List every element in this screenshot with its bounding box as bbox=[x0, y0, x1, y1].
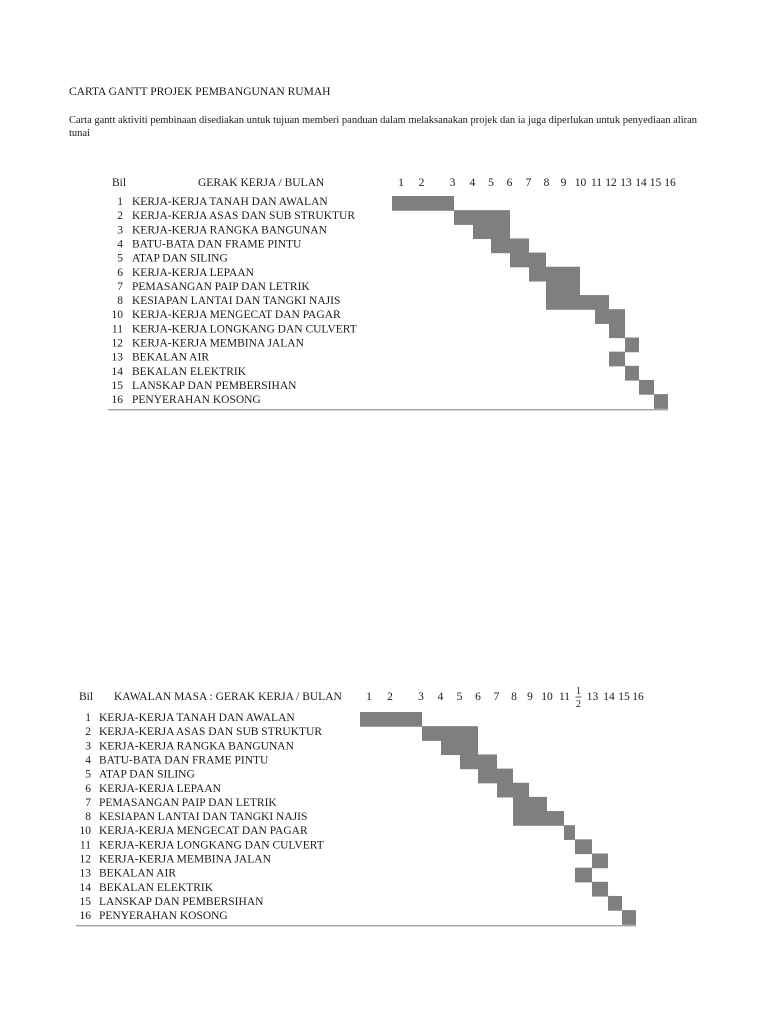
gantt2-activity-bar bbox=[592, 882, 608, 897]
gantt2-activity-bar bbox=[592, 854, 608, 869]
gantt2-month-label: 6 bbox=[475, 691, 481, 703]
gantt1-row-activity: ATAP DAN SILING bbox=[132, 252, 228, 265]
gantt2-row-bil: 14 bbox=[79, 881, 91, 894]
gantt2-month-label: 4 bbox=[437, 691, 444, 703]
gantt2-row-activity: BATU-BATA DAN FRAME PINTU bbox=[99, 754, 269, 767]
gantt1-activity-bar bbox=[625, 366, 639, 381]
gantt2-activity-bar bbox=[360, 712, 422, 727]
gantt2-month-label: 13 bbox=[586, 691, 599, 703]
gantt2-month-label: 16 bbox=[632, 691, 644, 703]
gantt1-activity-bar bbox=[654, 394, 668, 409]
gantt2-month-label: 9 bbox=[527, 691, 533, 703]
gantt2-activity-bar bbox=[564, 825, 575, 840]
gantt1-activity-bar bbox=[529, 267, 580, 282]
document-title: CARTA GANTT PROJEK PEMBANGUNAN RUMAH bbox=[69, 86, 331, 98]
gantt2-month-label-denominator: 2 bbox=[576, 699, 581, 710]
gantt1-month-label: 12 bbox=[605, 177, 617, 189]
gantt1-row-bil: 5 bbox=[117, 252, 123, 265]
gantt1-month-label: 1 bbox=[398, 177, 404, 189]
gantt2-month-label: 3 bbox=[418, 691, 424, 703]
gantt1-activity-bar bbox=[609, 323, 625, 338]
gantt2-row-bil: 15 bbox=[79, 895, 91, 908]
gantt2-row-bil: 11 bbox=[79, 839, 91, 852]
gantt2-activity-bar bbox=[608, 896, 622, 911]
gantt1-month-label: 7 bbox=[525, 177, 532, 189]
gantt1-month-label: 5 bbox=[488, 177, 494, 189]
gantt2-row-bil: 2 bbox=[85, 726, 91, 739]
gantt2-row-bil: 13 bbox=[79, 867, 91, 880]
gantt1-row-bil: 7 bbox=[117, 280, 123, 293]
gantt2-row-bil: 8 bbox=[85, 811, 91, 824]
gantt2-month-label: 7 bbox=[493, 691, 500, 703]
gantt1-month-label: 3 bbox=[449, 177, 456, 189]
gantt1-activity-bar bbox=[609, 352, 625, 367]
gantt2-month-label: 15 bbox=[618, 691, 630, 703]
gantt2-activity-bar bbox=[497, 783, 529, 798]
gantt1-activity-bar bbox=[454, 210, 510, 225]
gantt1-row-bil: 14 bbox=[111, 365, 123, 378]
gantt2-month-label-numerator: 1 bbox=[576, 686, 581, 697]
gantt1-month-label: 8 bbox=[543, 177, 550, 189]
gantt1-row-activity: BEKALAN ELEKTRIK bbox=[132, 365, 247, 378]
gantt1-row-bil: 3 bbox=[117, 224, 123, 237]
gantt1-month-label: 11 bbox=[590, 177, 603, 189]
gantt2-month-label: 10 bbox=[541, 691, 553, 703]
gantt2-activity-bar bbox=[513, 811, 564, 826]
gantt2-header-activity: KAWALAN MASA : GERAK KERJA / BULAN bbox=[114, 691, 342, 703]
gantt2-month-label: 2 bbox=[387, 691, 393, 703]
gantt1-row-activity: KESIAPAN LANTAI DAN TANGKI NAJIS bbox=[132, 295, 341, 308]
gantt2-row-bil: 12 bbox=[79, 853, 91, 866]
gantt2-row-bil: 6 bbox=[85, 782, 91, 795]
gantt2-row-bil: 4 bbox=[85, 754, 91, 767]
gantt1-activity-bar bbox=[639, 380, 654, 395]
gantt1-row-bil: 15 bbox=[111, 379, 123, 392]
gantt2-row-activity: KERJA-KERJA ASAS DAN SUB STRUKTUR bbox=[99, 726, 323, 739]
intro-paragraph: Carta gantt aktiviti pembinaan disediakan untuk tujuan memberi panduan dalam melaksanakan projek dan ia juga diperlukan untuk penyediaan aliran tunai bbox=[69, 115, 698, 139]
gantt2-activity-bar bbox=[513, 797, 547, 812]
gantt1-row-activity: BATU-BATA DAN FRAME PINTU bbox=[132, 238, 302, 251]
gantt1-header-activity: GERAK KERJA / BULAN bbox=[198, 177, 325, 189]
gantt2-header-bil: Bil bbox=[79, 691, 94, 703]
gantt1-month-label: 10 bbox=[574, 177, 587, 189]
gantt2-row-bil: 5 bbox=[85, 768, 91, 781]
gantt1-month-label: 15 bbox=[649, 177, 662, 189]
gantt1-row-bil: 6 bbox=[117, 266, 123, 279]
gantt1-row-bil: 1 bbox=[117, 196, 123, 208]
gantt2-row-bil: 16 bbox=[79, 910, 91, 923]
gantt1-activity-bar bbox=[510, 253, 546, 268]
gantt1-month-label: 4 bbox=[469, 177, 476, 189]
gantt2-month-label: 14 bbox=[603, 691, 615, 703]
gantt1-row-bil: 2 bbox=[117, 210, 123, 223]
gantt1-row-activity: PEMASANGAN PAIP DAN LETRIK bbox=[132, 280, 310, 293]
gantt1-row-activity: KERJA-KERJA MENGECAT DAN PAGAR bbox=[132, 309, 341, 322]
gantt1-row-bil: 4 bbox=[117, 238, 123, 251]
gantt2-row-activity: KERJA-KERJA TANAH DAN AWALAN bbox=[99, 712, 295, 724]
gantt2-row-activity: PENYERAHAN KOSONG bbox=[99, 910, 228, 923]
gantt1-row-activity: KERJA-KERJA RANGKA BANGUNAN bbox=[132, 224, 327, 237]
gantt1-activity-bar bbox=[625, 338, 639, 353]
gantt1-activity-bar bbox=[546, 281, 580, 296]
gantt2-activity-bar bbox=[422, 726, 478, 741]
gantt2-row-activity: KERJA-KERJA LEPAAN bbox=[99, 782, 221, 795]
gantt1-row-bil: 8 bbox=[117, 295, 123, 308]
gantt2-activity-bar bbox=[575, 868, 592, 883]
gantt1-header-bil: Bil bbox=[112, 177, 127, 189]
gantt1-row-activity: PENYERAHAN KOSONG bbox=[132, 394, 261, 407]
gantt1-activity-bar bbox=[392, 196, 454, 211]
gantt1-row-activity: KERJA-KERJA TANAH DAN AWALAN bbox=[132, 196, 328, 208]
gantt2-month-label: 8 bbox=[511, 691, 517, 703]
gantt2-row-bil: 10 bbox=[79, 825, 91, 838]
gantt1-month-label: 16 bbox=[664, 177, 676, 189]
gantt1-activity-bar bbox=[546, 295, 609, 310]
gantt1-row-activity: BEKALAN AIR bbox=[132, 351, 209, 364]
gantt2-row-activity: LANSKAP DAN PEMBERSIHAN bbox=[99, 895, 264, 908]
gantt1-activity-bar bbox=[473, 224, 510, 239]
gantt1-month-label: 2 bbox=[418, 177, 425, 189]
gantt2-activity-bar bbox=[622, 910, 636, 925]
gantt2-row-activity: ATAP DAN SILING bbox=[99, 768, 195, 781]
gantt2-month-label: 11 bbox=[558, 691, 571, 703]
gantt1-month-label: 6 bbox=[506, 177, 513, 189]
gantt2-row-activity: BEKALAN ELEKTRIK bbox=[99, 881, 214, 894]
gantt2-row-activity: KESIAPAN LANTAI DAN TANGKI NAJIS bbox=[99, 811, 308, 824]
gantt2-month-label: 1 bbox=[366, 691, 372, 703]
gantt1-row-bil: 11 bbox=[111, 323, 123, 336]
gantt1-row-bil: 12 bbox=[111, 337, 123, 350]
gantt2-row-activity: KERJA-KERJA MEMBINA JALAN bbox=[99, 853, 271, 866]
gantt1-month-label: 13 bbox=[620, 177, 632, 189]
gantt2-activity-bar bbox=[575, 839, 592, 854]
gantt2-month-label: 5 bbox=[456, 691, 463, 703]
gantt1-row-activity: KERJA-KERJA LONGKANG DAN CULVERT bbox=[132, 323, 357, 336]
gantt2-row-activity: KERJA-KERJA LONGKANG DAN CULVERT bbox=[99, 839, 324, 852]
gantt1-row-activity: KERJA-KERJA MEMBINA JALAN bbox=[132, 337, 304, 350]
gantt2-row-bil: 7 bbox=[85, 796, 91, 809]
gantt2-activity-bar bbox=[441, 740, 478, 755]
gantt2-row-activity: PEMASANGAN PAIP DAN LETRIK bbox=[99, 796, 277, 809]
gantt1-month-label: 14 bbox=[635, 177, 647, 189]
gantt2-activity-bar bbox=[478, 769, 513, 784]
gantt1-activity-bar bbox=[595, 309, 625, 324]
gantt1-month-label: 9 bbox=[560, 177, 567, 189]
gantt2-row-bil: 1 bbox=[85, 712, 91, 724]
gantt1-row-bil: 16 bbox=[111, 394, 123, 407]
gantt1-row-bil: 13 bbox=[111, 351, 123, 364]
gantt1-row-activity: LANSKAP DAN PEMBERSIHAN bbox=[132, 379, 297, 392]
gantt2-row-activity: KERJA-KERJA MENGECAT DAN PAGAR bbox=[99, 825, 308, 838]
gantt2-row-activity: KERJA-KERJA RANGKA BANGUNAN bbox=[99, 740, 294, 753]
gantt1-row-bil: 10 bbox=[111, 309, 123, 322]
gantt1-row-activity: KERJA-KERJA ASAS DAN SUB STRUKTUR bbox=[132, 210, 356, 223]
gantt2-row-bil: 3 bbox=[85, 740, 91, 753]
gantt1-activity-bar bbox=[491, 238, 529, 253]
gantt2-row-activity: BEKALAN AIR bbox=[99, 867, 176, 880]
gantt2-activity-bar bbox=[460, 754, 497, 769]
gantt1-row-activity: KERJA-KERJA LEPAAN bbox=[132, 266, 254, 279]
